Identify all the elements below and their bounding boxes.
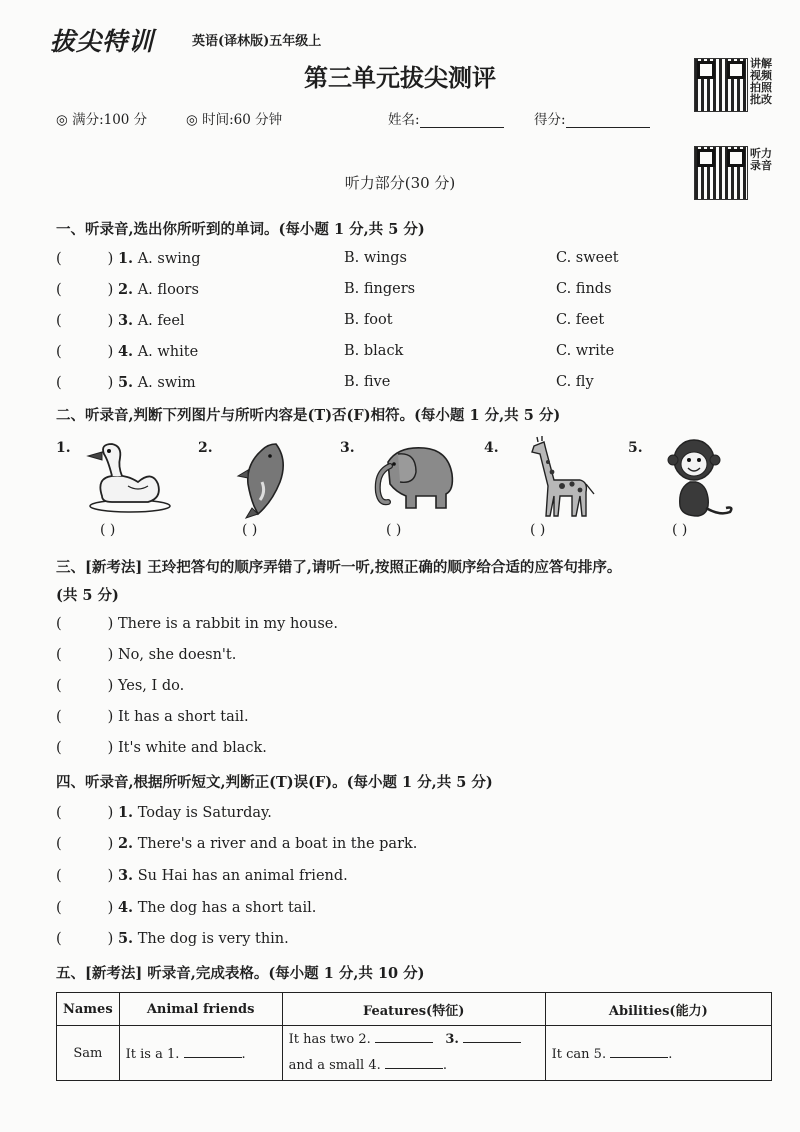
paren-close: ) xyxy=(107,836,114,852)
dolphin-picture xyxy=(236,440,292,520)
part3-heading-points: (共 5 分) xyxy=(56,587,119,604)
name-field[interactable] xyxy=(388,108,504,128)
full-score: ◎ 满分:100 分 xyxy=(56,112,148,128)
paren-close: ) xyxy=(107,313,114,329)
statement-text: Su Hai has an animal friend. xyxy=(137,868,348,884)
item-number: 1. xyxy=(117,804,134,821)
part3-item xyxy=(56,709,249,725)
part4-item xyxy=(56,867,348,884)
response-text: It's white and black. xyxy=(117,740,267,756)
paren-open: ( xyxy=(56,740,62,756)
time-limit: ◎ 时间:60 分钟 xyxy=(186,112,283,128)
item-number: 4. xyxy=(117,899,134,916)
paren-close: ) xyxy=(107,251,114,267)
response-text: There is a rabbit in my house. xyxy=(117,616,338,632)
part1-item-4 xyxy=(56,343,198,360)
option-a: A. feel xyxy=(137,313,185,329)
paren-open: ( xyxy=(56,647,62,663)
paren-close: ) xyxy=(107,282,114,298)
blank-5[interactable] xyxy=(610,1045,668,1058)
paren-open: ( xyxy=(56,709,62,725)
part5-heading: 五、[新考法] 听录音,完成表格。(每小题 1 分,共 10 分) xyxy=(56,965,425,982)
item-number: 2. xyxy=(117,835,134,852)
statement-text: Today is Saturday. xyxy=(137,805,272,821)
part4-heading: 四、听录音,根据所听短文,判断正(T)误(F)。(每小题 1 分,共 5 分) xyxy=(56,774,493,791)
part4-item xyxy=(56,899,316,916)
item-number: 2. xyxy=(117,281,134,298)
item-number: 3. xyxy=(117,867,134,884)
part3-heading: 三、[新考法] 王玲把答句的顺序弄错了,请听一听,按照正确的顺序给合适的应答句排序。 xyxy=(56,559,622,576)
answer-paren[interactable]: ( ) xyxy=(530,522,546,538)
table-row xyxy=(57,1026,772,1081)
elephant-picture xyxy=(368,442,456,514)
score-blank[interactable] xyxy=(566,113,650,128)
part3-item xyxy=(56,678,184,694)
answer-paren[interactable]: ( ) xyxy=(242,522,258,538)
paren-close: ) xyxy=(107,616,114,632)
picture-number: 2. xyxy=(198,440,213,456)
paren-close: ) xyxy=(107,647,114,663)
paren-open: ( xyxy=(56,616,62,632)
answer-paren[interactable]: ( ) xyxy=(672,522,688,538)
option-a: A. white xyxy=(137,344,199,360)
paren-close: ) xyxy=(107,740,114,756)
option-a: A. floors xyxy=(137,282,199,298)
paren-close: ) xyxy=(107,805,114,821)
feature-prompt-4: and a small 4. xyxy=(288,1058,381,1073)
blank-2[interactable] xyxy=(375,1030,433,1043)
monkey-picture xyxy=(664,436,736,520)
listening-section-title: 听力部分(30 分) xyxy=(344,174,456,192)
part3-item xyxy=(56,647,236,663)
score-label: 得分: xyxy=(534,112,566,128)
paren-close: ) xyxy=(107,375,114,391)
column-header: Features(特征) xyxy=(282,993,545,1026)
part3-item xyxy=(56,616,338,632)
features-cell: It has two 2. 3. and a small 4. . xyxy=(282,1026,545,1081)
blank-3[interactable] xyxy=(463,1030,521,1043)
paren-open: ( xyxy=(56,868,62,884)
item-number: 5. xyxy=(117,930,134,947)
item-number: 4. xyxy=(117,343,134,360)
part1-item-1 xyxy=(56,250,201,267)
paren-open: ( xyxy=(56,251,62,267)
part2-heading: 二、听录音,判断下列图片与所听内容是(T)否(F)相符。(每小题 1 分,共 5 分) xyxy=(56,407,561,424)
qr-audio-label: 听力录音 xyxy=(750,147,772,172)
answer-paren[interactable]: ( ) xyxy=(100,522,116,538)
paren-open: ( xyxy=(56,931,62,947)
part3-item xyxy=(56,740,267,756)
part1-item-2 xyxy=(56,281,199,298)
option-b: B. wings xyxy=(344,250,407,266)
column-header: Names xyxy=(57,993,120,1026)
subject-label: 英语(译林版)五年级上 xyxy=(192,34,322,49)
duck-picture xyxy=(82,440,174,514)
item-number: 5. xyxy=(117,374,134,391)
part1-item-3 xyxy=(56,312,185,329)
statement-text: The dog is very thin. xyxy=(137,931,289,947)
option-a: A. swim xyxy=(137,375,196,391)
name-label: 姓名: xyxy=(388,112,420,128)
statement-text: There's a river and a boat in the park. xyxy=(137,836,418,852)
ability-cell: It can 5. . xyxy=(545,1026,771,1081)
item-number: 1. xyxy=(117,250,134,267)
column-header: Abilities(能力) xyxy=(545,993,771,1026)
response-text: No, she doesn't. xyxy=(117,647,237,663)
part1-item-5 xyxy=(56,374,196,391)
paren-close: ) xyxy=(107,931,114,947)
paren-close: ) xyxy=(107,678,114,694)
giraffe-picture xyxy=(524,436,596,520)
ability-prompt: It can 5. xyxy=(551,1046,607,1062)
paren-open: ( xyxy=(56,678,62,694)
answer-table xyxy=(56,992,772,1081)
part1-heading: 一、听录音,选出你所听到的单词。(每小题 1 分,共 5 分) xyxy=(56,221,425,238)
animal-prompt: It is a 1. xyxy=(125,1046,180,1062)
picture-number: 1. xyxy=(56,440,71,456)
blank-1[interactable] xyxy=(184,1045,242,1058)
brand-logo: 拔尖特训 xyxy=(50,27,155,56)
paren-close: ) xyxy=(107,900,114,916)
feature-prompt-2: It has two 2. xyxy=(288,1032,371,1047)
paren-open: ( xyxy=(56,344,62,360)
option-b: B. fingers xyxy=(344,281,416,297)
answer-paren[interactable]: ( ) xyxy=(386,522,402,538)
option-b: B. foot xyxy=(344,312,393,328)
option-c: C. finds xyxy=(556,281,612,297)
paren-open: ( xyxy=(56,900,62,916)
paren-close: ) xyxy=(107,344,114,360)
paren-open: ( xyxy=(56,805,62,821)
feature-prompt-3: 3. xyxy=(445,1032,459,1047)
paren-open: ( xyxy=(56,313,62,329)
option-c: C. feet xyxy=(556,312,605,328)
name-blank[interactable] xyxy=(420,113,504,128)
option-c: C. fly xyxy=(556,374,594,390)
part4-item xyxy=(56,835,417,852)
part4-item xyxy=(56,930,289,947)
qr-video-label: 讲解视频 拍照批改 xyxy=(750,57,772,106)
item-number: 3. xyxy=(117,312,134,329)
paren-open: ( xyxy=(56,375,62,391)
score-field[interactable] xyxy=(534,108,650,128)
animal-cell: It is a 1. . xyxy=(119,1026,282,1081)
option-c: C. write xyxy=(556,343,615,359)
page-title: 第三单元拔尖测评 xyxy=(304,63,496,92)
option-c: C. sweet xyxy=(556,250,619,266)
blank-4[interactable] xyxy=(385,1056,443,1069)
response-text: It has a short tail. xyxy=(117,709,249,725)
qr-code-video-icon[interactable] xyxy=(694,58,748,112)
picture-number: 5. xyxy=(628,440,643,456)
paren-close: ) xyxy=(107,709,114,725)
table-header-row xyxy=(57,993,772,1026)
picture-number: 3. xyxy=(340,440,355,456)
paren-open: ( xyxy=(56,836,62,852)
paren-open: ( xyxy=(56,282,62,298)
option-b: B. five xyxy=(344,374,391,390)
option-b: B. black xyxy=(344,343,404,359)
paren-close: ) xyxy=(107,868,114,884)
response-text: Yes, I do. xyxy=(117,678,185,694)
picture-number: 4. xyxy=(484,440,499,456)
column-header: Animal friends xyxy=(119,993,282,1026)
name-cell: Sam xyxy=(57,1026,120,1081)
statement-text: The dog has a short tail. xyxy=(137,900,317,916)
part4-item xyxy=(56,804,272,821)
option-a: A. swing xyxy=(137,251,201,267)
